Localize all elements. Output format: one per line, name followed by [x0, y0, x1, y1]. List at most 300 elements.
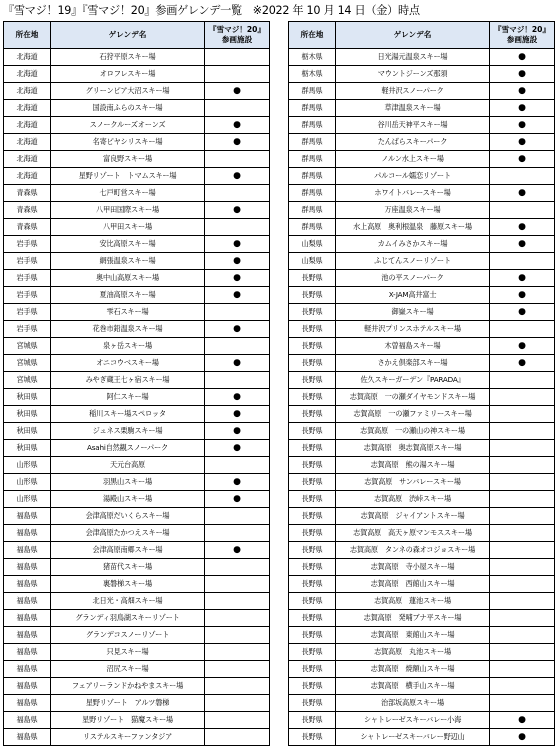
- participating-cell: [490, 661, 555, 678]
- participating-marker: ●: [518, 52, 526, 62]
- table-row: [4, 236, 270, 253]
- participating-cell: [490, 610, 555, 627]
- participating-cell: [205, 236, 270, 253]
- participating-cell: [490, 338, 555, 355]
- participating-cell: [205, 168, 270, 185]
- resort-name-cell: 会津高原だいくらスキー場: [51, 508, 205, 525]
- resort-name-cell: 志賀高原 一の瀬ダイヤモンドスキー場: [336, 389, 490, 406]
- prefecture-cell: 宮城県: [4, 355, 51, 372]
- prefecture-cell: 長野県: [289, 389, 336, 406]
- table-row: [4, 440, 270, 457]
- table-row: [4, 508, 270, 525]
- header-resort-name: ゲレンデ名: [336, 22, 490, 49]
- participating-cell: [205, 644, 270, 661]
- resort-name-cell: 花巻市鉛温泉スキー場: [51, 321, 205, 338]
- table-row: [4, 729, 270, 746]
- resort-name-cell: マウントジーンズ那須: [336, 66, 490, 83]
- prefecture-cell: 群馬県: [289, 134, 336, 151]
- participating-cell: [490, 185, 555, 202]
- table-row: [4, 100, 270, 117]
- resort-name-cell: グランデコスノーリゾート: [51, 627, 205, 644]
- prefecture-cell: 岩手県: [4, 236, 51, 253]
- table-row: [4, 66, 270, 83]
- table-row: [289, 559, 555, 576]
- table-row: [4, 695, 270, 712]
- participating-cell: [490, 202, 555, 219]
- participating-cell: [205, 100, 270, 117]
- resort-name-cell: 志賀高原 高天ヶ原マンモススキー場: [336, 525, 490, 542]
- prefecture-cell: 長野県: [289, 423, 336, 440]
- participating-cell: [205, 695, 270, 712]
- participating-marker: ●: [518, 307, 526, 317]
- resort-name-cell: 石狩平原スキー場: [51, 49, 205, 66]
- prefecture-cell: 宮城県: [4, 338, 51, 355]
- resort-name-cell: 御嶽スキー場: [336, 304, 490, 321]
- resort-name-cell: 木曽福島スキー場: [336, 338, 490, 355]
- prefecture-cell: 北海道: [4, 83, 51, 100]
- participating-cell: [205, 627, 270, 644]
- resort-name-cell: 佐久スキーガーデン『PARADA』: [336, 372, 490, 389]
- table-row: [4, 287, 270, 304]
- table-row: [289, 457, 555, 474]
- participating-cell: [490, 491, 555, 508]
- prefecture-cell: 秋田県: [4, 423, 51, 440]
- prefecture-cell: 長野県: [289, 712, 336, 729]
- table-row: [289, 83, 555, 100]
- participating-cell: [205, 219, 270, 236]
- table-row: [4, 474, 270, 491]
- prefecture-cell: 山形県: [4, 457, 51, 474]
- header-participating-line2: 参画施設: [506, 35, 538, 44]
- participating-cell: [205, 270, 270, 287]
- participating-cell: [490, 695, 555, 712]
- participating-marker: ●: [233, 86, 241, 96]
- prefecture-cell: 秋田県: [4, 406, 51, 423]
- participating-cell: [205, 593, 270, 610]
- table-row: [4, 83, 270, 100]
- prefecture-cell: 長野県: [289, 661, 336, 678]
- table-row: [289, 185, 555, 202]
- prefecture-cell: 長野県: [289, 474, 336, 491]
- participating-marker: ●: [518, 103, 526, 113]
- table-row: [4, 168, 270, 185]
- resort-name-cell: 軽井沢スノーパーク: [336, 83, 490, 100]
- table-row: [289, 321, 555, 338]
- resort-name-cell: グランディ羽鳥湖スキーリゾート: [51, 610, 205, 627]
- header-prefecture: 所在地: [289, 22, 336, 49]
- table-row: [289, 151, 555, 168]
- prefecture-cell: 青森県: [4, 185, 51, 202]
- prefecture-cell: 福島県: [4, 610, 51, 627]
- participating-cell: [490, 49, 555, 66]
- prefecture-cell: 群馬県: [289, 168, 336, 185]
- participating-cell: [205, 253, 270, 270]
- participating-cell: [205, 202, 270, 219]
- participating-marker: ●: [233, 137, 241, 147]
- participating-cell: [205, 355, 270, 372]
- prefecture-cell: 福島県: [4, 593, 51, 610]
- resort-name-cell: 羽黒山スキー場: [51, 474, 205, 491]
- table-row: [289, 491, 555, 508]
- resort-name-cell: Asahi自然観スノーパーク: [51, 440, 205, 457]
- participating-marker: ●: [518, 715, 526, 725]
- header-resort-name: ゲレンデ名: [51, 22, 205, 49]
- prefecture-cell: 長野県: [289, 559, 336, 576]
- table-row: [4, 389, 270, 406]
- table-row: [4, 423, 270, 440]
- prefecture-cell: 北海道: [4, 168, 51, 185]
- participating-cell: [490, 83, 555, 100]
- table-row: [4, 593, 270, 610]
- resort-name-cell: ふじてんスノーリゾート: [336, 253, 490, 270]
- header-participating-line1: 『雪マジ！20』: [493, 25, 551, 34]
- prefecture-cell: 長野県: [289, 542, 336, 559]
- resort-name-cell: 会津高原南郷スキー場: [51, 542, 205, 559]
- resort-name-cell: 志賀高原 横手山スキー場: [336, 678, 490, 695]
- prefecture-cell: 長野県: [289, 287, 336, 304]
- table-row: [289, 236, 555, 253]
- participating-cell: [205, 389, 270, 406]
- participating-cell: [490, 168, 555, 185]
- table-row: [289, 661, 555, 678]
- participating-cell: [490, 151, 555, 168]
- resort-name-cell: 七戸町営スキー場: [51, 185, 205, 202]
- participating-cell: [490, 219, 555, 236]
- prefecture-cell: 福島県: [4, 576, 51, 593]
- prefecture-cell: 長野県: [289, 525, 336, 542]
- prefecture-cell: 群馬県: [289, 83, 336, 100]
- page-title: 『雪マジ！19』『雪マジ！20』参画ゲレンデ一覧 ※2022 年 10 月 14 日（金）時点: [3, 4, 420, 17]
- participating-cell: [205, 372, 270, 389]
- prefecture-cell: 群馬県: [289, 202, 336, 219]
- table-row: [4, 542, 270, 559]
- resort-name-cell: 万座温泉スキー場: [336, 202, 490, 219]
- participating-cell: [205, 151, 270, 168]
- resort-name-cell: 日光湯元温泉スキー場: [336, 49, 490, 66]
- prefecture-cell: 秋田県: [4, 440, 51, 457]
- prefecture-cell: 福島県: [4, 695, 51, 712]
- participating-marker: ●: [518, 120, 526, 130]
- table-row: [4, 202, 270, 219]
- participating-marker: ●: [518, 137, 526, 147]
- prefecture-cell: 北海道: [4, 66, 51, 83]
- participating-marker: ●: [233, 290, 241, 300]
- resort-name-cell: 湯殿山スキー場: [51, 491, 205, 508]
- prefecture-cell: 群馬県: [289, 151, 336, 168]
- resort-name-cell: 志賀高原 西館山スキー場: [336, 576, 490, 593]
- table-row: [289, 219, 555, 236]
- table-row: [4, 576, 270, 593]
- resort-name-cell: 只見スキー場: [51, 644, 205, 661]
- prefecture-cell: 長野県: [289, 406, 336, 423]
- participating-marker: ●: [518, 273, 526, 283]
- participating-cell: [490, 66, 555, 83]
- table-row: [289, 389, 555, 406]
- prefecture-cell: 北海道: [4, 49, 51, 66]
- table-row: [4, 219, 270, 236]
- prefecture-cell: 長野県: [289, 321, 336, 338]
- resort-name-cell: 志賀高原 焼額山スキー場: [336, 661, 490, 678]
- resort-name-cell: 志賀高原 熊の湯スキー場: [336, 457, 490, 474]
- prefecture-cell: 長野県: [289, 695, 336, 712]
- prefecture-cell: 岩手県: [4, 270, 51, 287]
- resort-name-cell: 国設南ふらのスキー場: [51, 100, 205, 117]
- prefecture-cell: 群馬県: [289, 117, 336, 134]
- participating-cell: [490, 678, 555, 695]
- table-row: [289, 542, 555, 559]
- participating-marker: ●: [233, 324, 241, 334]
- participating-cell: [490, 236, 555, 253]
- prefecture-cell: 青森県: [4, 202, 51, 219]
- prefecture-cell: 青森県: [4, 219, 51, 236]
- participating-cell: [490, 576, 555, 593]
- resort-name-cell: 網張温泉スキー場: [51, 253, 205, 270]
- prefecture-cell: 北海道: [4, 117, 51, 134]
- participating-marker: ●: [233, 409, 241, 419]
- participating-cell: [490, 593, 555, 610]
- participating-marker: ●: [233, 256, 241, 266]
- table-row: [289, 355, 555, 372]
- prefecture-cell: 岩手県: [4, 304, 51, 321]
- prefecture-cell: 長野県: [289, 593, 336, 610]
- participating-cell: [490, 389, 555, 406]
- table-row: [289, 423, 555, 440]
- table-row: [4, 321, 270, 338]
- participating-cell: [205, 610, 270, 627]
- participating-cell: [205, 542, 270, 559]
- table-row: [4, 338, 270, 355]
- participating-marker: ●: [518, 154, 526, 164]
- prefecture-cell: 福島県: [4, 525, 51, 542]
- table-row: [4, 151, 270, 168]
- table-row: [289, 304, 555, 321]
- prefecture-cell: 福島県: [4, 542, 51, 559]
- prefecture-cell: 栃木県: [289, 49, 336, 66]
- participating-marker: ●: [233, 273, 241, 283]
- participating-cell: [490, 134, 555, 151]
- participating-cell: [205, 457, 270, 474]
- participating-cell: [490, 457, 555, 474]
- resort-name-cell: 稲川スキー場スペロッタ: [51, 406, 205, 423]
- prefecture-cell: 福島県: [4, 729, 51, 746]
- prefecture-cell: 福島県: [4, 661, 51, 678]
- header-participating: [490, 22, 555, 49]
- participating-cell: [490, 355, 555, 372]
- participating-marker: ●: [518, 86, 526, 96]
- participating-marker: ●: [518, 69, 526, 79]
- header-prefecture: 所在地: [4, 22, 51, 49]
- participating-cell: [205, 287, 270, 304]
- resort-name-cell: 名寄ピヤシリスキー場: [51, 134, 205, 151]
- participating-marker: ●: [233, 494, 241, 504]
- table-row: [289, 134, 555, 151]
- table-row: [4, 49, 270, 66]
- table-row: [4, 610, 270, 627]
- participating-marker: ●: [518, 341, 526, 351]
- resort-name-cell: 富良野スキー場: [51, 151, 205, 168]
- resort-name-cell: シャトレーゼスキーバレー小海: [336, 712, 490, 729]
- participating-cell: [205, 338, 270, 355]
- resort-name-cell: 池の平スノーパーク: [336, 270, 490, 287]
- table-row: [289, 338, 555, 355]
- prefecture-cell: 長野県: [289, 372, 336, 389]
- prefecture-cell: 長野県: [289, 270, 336, 287]
- table-row: [289, 270, 555, 287]
- participating-cell: [205, 474, 270, 491]
- participating-cell: [205, 66, 270, 83]
- resort-name-cell: 志賀高原 一の瀬ファミリースキー場: [336, 406, 490, 423]
- table-row: [4, 185, 270, 202]
- participating-cell: [490, 542, 555, 559]
- prefecture-cell: 山形県: [4, 491, 51, 508]
- prefecture-cell: 長野県: [289, 627, 336, 644]
- participating-marker: ●: [518, 358, 526, 368]
- participating-marker: ●: [518, 732, 526, 742]
- header-participating-line2: 参画施設: [221, 35, 253, 44]
- resort-name-cell: 猪苗代スキー場: [51, 559, 205, 576]
- resort-name-cell: フェアリーランドかねやまスキー場: [51, 678, 205, 695]
- prefecture-cell: 長野県: [289, 610, 336, 627]
- prefecture-cell: 山梨県: [289, 253, 336, 270]
- table-row: [289, 372, 555, 389]
- resort-name-cell: カムイみさかスキー場: [336, 236, 490, 253]
- prefecture-cell: 長野県: [289, 338, 336, 355]
- table-row: [4, 270, 270, 287]
- resort-name-cell: 八甲田国際スキー場: [51, 202, 205, 219]
- resort-name-cell: 天元台高原: [51, 457, 205, 474]
- resort-name-cell: ノルン水上スキー場: [336, 151, 490, 168]
- participating-cell: [205, 729, 270, 746]
- resort-name-cell: 会津高原たかつえスキー場: [51, 525, 205, 542]
- table-row: [289, 474, 555, 491]
- table-row: [4, 661, 270, 678]
- resort-name-cell: 軽井沢プリンスホテルスキー場: [336, 321, 490, 338]
- participating-cell: [490, 321, 555, 338]
- participating-marker: ●: [233, 205, 241, 215]
- prefecture-cell: 福島県: [4, 627, 51, 644]
- table-row: [4, 678, 270, 695]
- participating-cell: [490, 474, 555, 491]
- table-row: [4, 117, 270, 134]
- table-row: [4, 525, 270, 542]
- table-row: [4, 712, 270, 729]
- resort-name-cell: 安比高原スキー場: [51, 236, 205, 253]
- prefecture-cell: 長野県: [289, 729, 336, 746]
- prefecture-cell: 福島県: [4, 508, 51, 525]
- prefecture-cell: 北海道: [4, 100, 51, 117]
- table-row: [289, 66, 555, 83]
- table-row: [4, 355, 270, 372]
- participating-cell: [490, 644, 555, 661]
- table-row: [289, 100, 555, 117]
- header-participating-line1: 『雪マジ！20』: [208, 25, 266, 34]
- table-row: [289, 712, 555, 729]
- resort-name-cell: みやぎ蔵王七ヶ宿スキー場: [51, 372, 205, 389]
- resort-name-cell: パルコール嬬恋リゾート: [336, 168, 490, 185]
- table-row: [289, 287, 555, 304]
- resort-name-cell: 八甲田スキー場: [51, 219, 205, 236]
- table-row: [289, 253, 555, 270]
- prefecture-cell: 岩手県: [4, 253, 51, 270]
- table-body-right: [289, 49, 555, 746]
- participating-cell: [205, 525, 270, 542]
- participating-marker: ●: [233, 239, 241, 249]
- prefecture-cell: 福島県: [4, 559, 51, 576]
- participating-cell: [490, 440, 555, 457]
- prefecture-cell: 長野県: [289, 440, 336, 457]
- participating-cell: [490, 253, 555, 270]
- prefecture-cell: 栃木県: [289, 66, 336, 83]
- resort-name-cell: X-JAM高井富士: [336, 287, 490, 304]
- participating-cell: [205, 559, 270, 576]
- participating-cell: [490, 559, 555, 576]
- resort-name-cell: 志賀高原 寺小屋スキー場: [336, 559, 490, 576]
- participating-cell: [205, 576, 270, 593]
- resort-name-cell: さかえ倶楽部スキー場: [336, 355, 490, 372]
- participating-cell: [205, 321, 270, 338]
- table-row: [289, 678, 555, 695]
- resort-name-cell: オニコウベスキー場: [51, 355, 205, 372]
- prefecture-cell: 群馬県: [289, 100, 336, 117]
- table-row: [4, 253, 270, 270]
- table-row: [4, 406, 270, 423]
- participating-marker: ●: [233, 426, 241, 436]
- resort-name-cell: 志賀高原 タンネの森オコジョスキー場: [336, 542, 490, 559]
- prefecture-cell: 宮城県: [4, 372, 51, 389]
- participating-cell: [490, 100, 555, 117]
- table-row: [4, 134, 270, 151]
- header-participating: [205, 22, 270, 49]
- participating-cell: [490, 117, 555, 134]
- participating-marker: ●: [518, 239, 526, 249]
- table-row: [289, 593, 555, 610]
- resort-name-cell: オロフレスキー場: [51, 66, 205, 83]
- participating-marker: ●: [233, 477, 241, 487]
- resort-name-cell: 志賀高原 一の瀬山の神スキー場: [336, 423, 490, 440]
- prefecture-cell: 山形県: [4, 474, 51, 491]
- table-row: [4, 304, 270, 321]
- participating-marker: ●: [233, 545, 241, 555]
- prefecture-cell: 長野県: [289, 457, 336, 474]
- participating-cell: [490, 508, 555, 525]
- resort-name-cell: 谷川岳天神平スキー場: [336, 117, 490, 134]
- resort-name-cell: 裏磐梯スキー場: [51, 576, 205, 593]
- table-row: [289, 49, 555, 66]
- prefecture-cell: 長野県: [289, 304, 336, 321]
- resort-name-cell: 志賀高原 蓮池スキー場: [336, 593, 490, 610]
- participating-cell: [205, 678, 270, 695]
- resort-name-cell: ホワイトバレースキー場: [336, 185, 490, 202]
- resort-name-cell: 志賀高原 発哺ブナ平スキー場: [336, 610, 490, 627]
- prefecture-cell: 山梨県: [289, 236, 336, 253]
- participating-cell: [205, 185, 270, 202]
- resort-name-cell: 阿仁スキー場: [51, 389, 205, 406]
- resort-name-cell: 水上高原 奥利根温泉 藤原スキー場: [336, 219, 490, 236]
- resort-name-cell: 志賀高原 ジャイアントスキー場: [336, 508, 490, 525]
- participating-cell: [490, 287, 555, 304]
- table-row: [4, 457, 270, 474]
- resort-name-cell: 志賀高原 サンバレースキー場: [336, 474, 490, 491]
- resort-name-cell: たんばらスキーパーク: [336, 134, 490, 151]
- resort-name-cell: 奥中山高原スキー場: [51, 270, 205, 287]
- table-row: [289, 508, 555, 525]
- table-row: [289, 644, 555, 661]
- resort-name-cell: グリーンピア大沼スキー場: [51, 83, 205, 100]
- resort-name-cell: 泉ヶ岳スキー場: [51, 338, 205, 355]
- table-row: [4, 627, 270, 644]
- participating-cell: [490, 423, 555, 440]
- prefecture-cell: 福島県: [4, 644, 51, 661]
